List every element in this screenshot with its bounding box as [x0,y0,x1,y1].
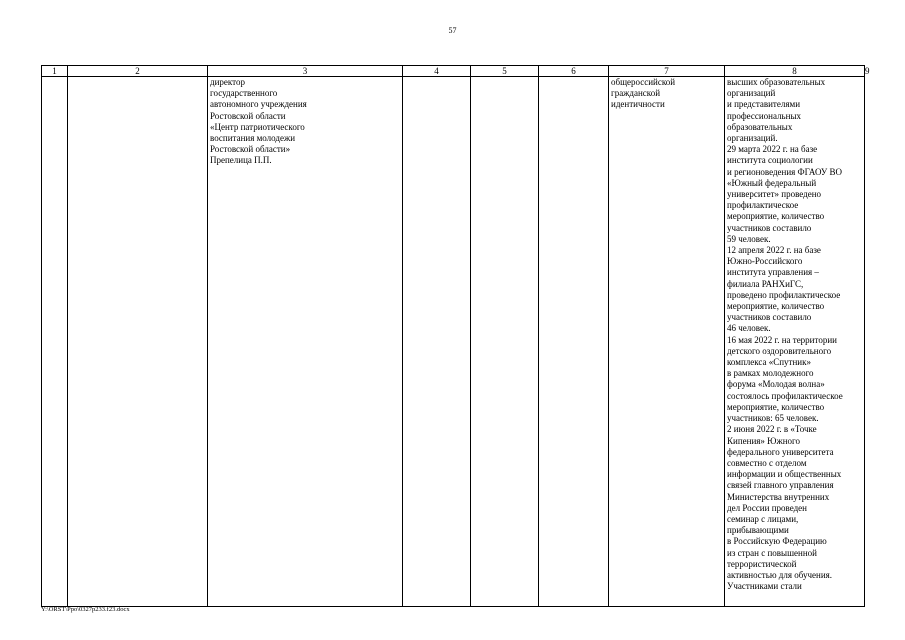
column-number-5: 5 [471,66,539,77]
column-number-2: 2 [68,66,208,77]
column-number-1: 1 [42,66,68,77]
cell-col5 [471,77,539,607]
column-number-8: 8 [725,66,865,77]
cell-col4 [403,77,471,607]
cell-goal: общероссийской гражданской идентичности [609,77,725,607]
file-path-footer: Y:\ORST\Ppo\0327p233.f23.docx [41,606,130,613]
table-row [42,77,865,607]
cell-results: высших образовательных организаций и представителями профессиональных образовательных организаций. 29 марта 2022 г. на базе института социологии и регионоведения ФГАОУ ВО «Южный федеральный университет» проведено профилактическое мероприятие, количество участников составило 59 человек. 12 апреля 2022 г. на базе Южно-Российского института управления – филиала РАНХиГС, проведено профилактическое мероприятие, количество участников составило 46 человек. 16 мая 2022 г. на территории детского оздоровительного комплекса «Спутник» в рамках молодежного форума «Молодая волна» состоялось профилактическое мероприятие, количество участников: 65 человек. 2 июня 2022 г. в «Точке Кипения» Южного федерального университета совместно с отделом информации и общественных связей главного управления Министерства внутренних дел России проведен семинар с лицами, прибывающими в Российскую Федерацию из стран с повышенной террористической активностью для обучения. Участниками стали [725,77,865,607]
column-number-3: 3 [208,66,403,77]
cell-responsible-person: директор государственного автономного учреждения Ростовской области «Центр патриотического воспитания молодежи Ростовской области» Препелица П.П. [208,77,403,607]
column-number-7: 7 [609,66,725,77]
page-number: 57 [448,26,457,35]
report-table [41,65,870,607]
column-number-row: 1 2 3 4 5 6 7 8 9 [42,66,865,77]
cell-col6 [539,77,609,607]
column-number-6: 6 [539,66,609,77]
column-number-4: 4 [403,66,471,77]
cell-col2 [68,77,208,607]
cell-col1 [42,77,68,607]
